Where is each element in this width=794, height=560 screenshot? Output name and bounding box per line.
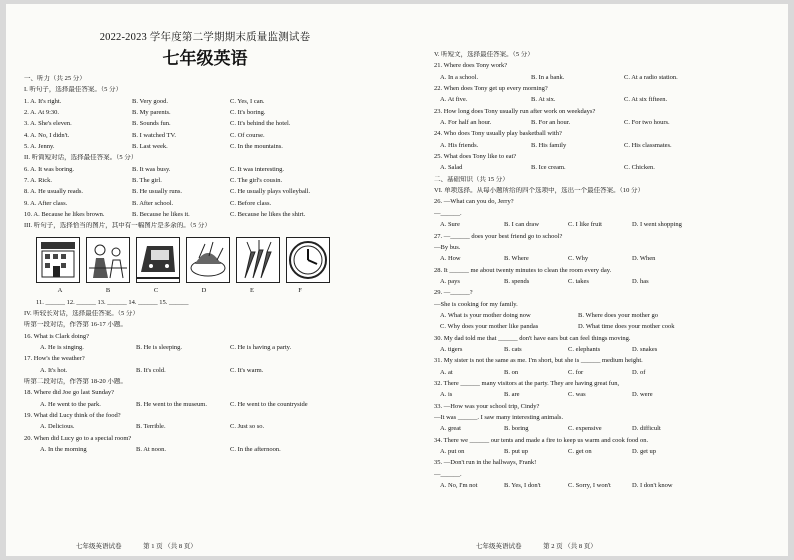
question-line: 27. —______ does your best friend go to school?	[434, 232, 563, 240]
answer-options	[24, 98, 386, 109]
answer-option[interactable]: A. In the morning	[40, 446, 87, 454]
answer-option[interactable]: D. When	[632, 255, 656, 263]
answer-options	[434, 346, 770, 357]
answer-options	[434, 96, 770, 107]
answer-option[interactable]: C. takes	[568, 277, 589, 285]
picture-b-people-icon	[86, 237, 130, 283]
question-line: —______.	[434, 470, 462, 478]
answer-options	[434, 391, 770, 402]
answer-option[interactable]: 6. A. It was boring.	[24, 165, 75, 173]
answer-option[interactable]: A. tigers	[440, 345, 463, 353]
answer-option[interactable]: C. Chicken.	[624, 164, 655, 172]
answer-option[interactable]: A. For half an hour.	[440, 119, 492, 127]
answer-option[interactable]: B. It was busy.	[132, 165, 171, 173]
answer-option[interactable]: C. In the afternoon.	[230, 446, 281, 454]
answer-option[interactable]: A. great	[440, 425, 461, 433]
picture-letter: C	[153, 286, 159, 294]
answer-option[interactable]: B. on	[504, 368, 519, 376]
answer-option[interactable]: 8. A. He usually reads.	[24, 188, 84, 196]
question-line: 25. What does Tony like to eat?	[434, 153, 517, 161]
question-line: 22. When does Tony get up every morning?	[434, 85, 548, 93]
right-sections	[434, 51, 770, 493]
listening-section	[24, 75, 386, 234]
answer-option[interactable]: B. Where	[504, 255, 529, 263]
answer-options	[434, 312, 770, 323]
answer-options	[434, 369, 770, 380]
question-line: V. 听短文，选择最佳答案。（5 分）	[434, 51, 534, 58]
picture-c-train-icon	[136, 237, 180, 283]
answer-option[interactable]: C. Yes, I can.	[230, 97, 265, 105]
answer-options	[24, 188, 386, 199]
answer-options	[24, 120, 386, 131]
footer-page-1	[76, 541, 217, 550]
answer-option[interactable]: B. boring	[504, 425, 529, 433]
question-line: 26. —What can you do, Jerry?	[434, 198, 514, 206]
answer-options	[434, 482, 770, 493]
answer-option[interactable]: B. My parents.	[132, 109, 171, 117]
answer-option[interactable]: A. He went to the park.	[40, 400, 101, 408]
question-line: —It was ______. I saw many interesting animals.	[434, 414, 564, 421]
picture-letter: B	[105, 286, 111, 294]
answer-option[interactable]: C. In the mountains.	[230, 143, 283, 151]
page-1	[24, 4, 386, 457]
question-line: 35. —Don't run in the hallways, Frank!	[434, 459, 537, 467]
answer-option[interactable]: C. expensive	[568, 425, 602, 433]
answer-option[interactable]: B. Last week.	[132, 143, 168, 151]
answer-options	[434, 119, 770, 130]
question-line: 20. When did Lucy go to a special room?	[24, 434, 132, 442]
answer-options	[24, 367, 386, 378]
answer-options	[24, 401, 386, 412]
picture-letter: A	[57, 286, 63, 294]
subject-title: 七年级英语	[162, 48, 248, 68]
answer-options	[24, 211, 386, 222]
answer-options	[24, 132, 386, 143]
question-line: —By bus.	[434, 243, 461, 251]
answer-option[interactable]: C. At six fifteen.	[624, 96, 668, 104]
answer-option[interactable]: B. Because he likes it.	[132, 211, 190, 219]
answer-option[interactable]: C. get on	[568, 448, 592, 456]
answer-option[interactable]: A. How	[440, 255, 461, 263]
answer-option[interactable]: D. of	[632, 368, 646, 376]
answer-option[interactable]: D. What time does your mother cook	[578, 323, 675, 331]
picture-d-food-icon	[186, 237, 230, 283]
answer-option[interactable]: B. are	[504, 391, 520, 399]
answer-options	[24, 344, 386, 355]
answer-options	[434, 142, 770, 153]
answer-option[interactable]: B. It's cold.	[136, 366, 166, 374]
answer-options	[24, 423, 386, 434]
answer-options	[24, 446, 386, 457]
exam-sheet	[6, 4, 788, 556]
answer-option[interactable]: B. Sounds fun.	[132, 120, 171, 128]
question-line: 33. —How was your school trip, Cindy?	[434, 402, 540, 410]
answer-option[interactable]: C. elephants	[568, 345, 601, 353]
answer-option[interactable]: B. At six.	[531, 96, 556, 104]
answer-options	[24, 200, 386, 211]
answer-option[interactable]: B. spends	[504, 277, 530, 285]
answer-option[interactable]: 9. A. After class.	[24, 199, 68, 207]
question-line: 32. There ______ many visitors at the party. They are having great fun,	[434, 379, 620, 387]
answer-option[interactable]: C. for	[568, 368, 584, 376]
answer-option[interactable]: C. He usually plays volleyball.	[230, 188, 311, 196]
question-line: VI. 单项选择。从每小题所给的四个选项中，选出一个最佳答案。（10 分）	[434, 187, 644, 195]
question-line: 21. Where does Tony work?	[434, 62, 508, 70]
picture-e-carrots-icon	[236, 237, 280, 283]
answer-option[interactable]: B. He is sleeping.	[136, 343, 183, 351]
answer-option[interactable]: A. What is your mother doing now	[440, 311, 531, 319]
answer-option[interactable]: D. has	[632, 277, 649, 285]
answer-option[interactable]: C. was	[568, 391, 586, 399]
question-line: —She is cooking for my family.	[434, 300, 518, 308]
answer-option[interactable]: A. is	[440, 391, 453, 399]
picture-f-clock-icon	[286, 237, 330, 283]
answer-options	[24, 143, 386, 154]
answer-option[interactable]: A. put on	[440, 448, 465, 456]
footer-subject: 七年级英语试卷	[476, 543, 522, 550]
answer-option[interactable]: C. It's boring.	[230, 109, 266, 117]
answer-option[interactable]: C. Why	[568, 255, 589, 263]
question-line: 34. There we ______ our tents and made a fire to keep us warm and cook food on.	[434, 436, 649, 444]
question-line: 一、听力（共 25 分）	[24, 74, 86, 82]
answer-options	[434, 278, 770, 289]
answer-option[interactable]: C. His classmates.	[624, 141, 672, 149]
picture-letter: D	[201, 286, 207, 294]
question-line: 18. Where did Joe go last Sunday?	[24, 389, 114, 397]
answer-option[interactable]: B. Where does your mother go	[578, 311, 659, 319]
answer-option[interactable]: C. He went to the countryside	[230, 400, 308, 408]
answer-option[interactable]: C. Because he likes the shirt.	[230, 211, 306, 219]
answer-options	[24, 166, 386, 177]
picture-letters	[36, 287, 386, 295]
answer-option[interactable]: C. He is having a party.	[230, 343, 292, 351]
question-line: 17. How's the weather?	[24, 355, 85, 363]
answer-option[interactable]: 4. A. No, I didn't.	[24, 131, 70, 139]
exam-title: 2022-2023 学年度第二学期期末质量监测试卷	[99, 32, 311, 43]
answer-option[interactable]: B. Very good.	[132, 97, 168, 105]
answer-option[interactable]: C. Before class.	[230, 199, 272, 207]
question-line: 28. It ______ me about twenty minutes to clean the room every day.	[434, 266, 612, 274]
answer-option[interactable]: B. cats	[504, 345, 522, 353]
footer-page-number: 第 1 页 （共 8 页）	[143, 543, 197, 550]
picture-letter: F	[298, 286, 302, 294]
answer-option[interactable]: A. It's hot.	[40, 366, 68, 374]
answer-option[interactable]: B. At noon.	[136, 446, 166, 454]
answer-option[interactable]: A. pays	[440, 277, 460, 285]
answer-option[interactable]: B. The girl.	[132, 177, 162, 185]
answer-option[interactable]: C. It's behind the hotel.	[230, 120, 291, 128]
answer-option[interactable]: C. Of course.	[230, 131, 265, 139]
answer-option[interactable]: D. difficult	[632, 425, 661, 433]
question-line: 31. My sister is not the same as me. I'm short, but she is ______ medium height.	[434, 357, 643, 365]
answer-option[interactable]: A. Salad	[440, 164, 463, 172]
question-line: 19. What did Lucy think of the food?	[24, 412, 121, 420]
answer-option[interactable]: B. His family	[531, 141, 567, 149]
answer-options	[434, 448, 770, 459]
answer-option[interactable]: A. At five.	[440, 96, 468, 104]
answer-option[interactable]: B. put up	[504, 448, 529, 456]
answer-option[interactable]: C. It's warm.	[230, 366, 264, 374]
question-line: I. 听句子，选择最佳答案。（5 分）	[24, 86, 123, 94]
answer-option[interactable]: D. snakes	[632, 345, 658, 353]
question-line: 二、基础知识（共 15 分）	[434, 175, 509, 183]
question-line: 听第二段对话，作答第 18-20 小题。	[24, 378, 127, 385]
page-2	[434, 4, 770, 493]
answer-option[interactable]: D. I went shopping	[632, 221, 682, 229]
question-line: 24. Who does Tony usually play basketball with?	[434, 130, 562, 138]
picture-a-building-icon	[36, 237, 80, 283]
answer-option[interactable]: B. I can draw	[504, 221, 540, 229]
answer-blanks[interactable]: 11. ______ 12. ______ 13. ______ 14. ______ 15. ______	[36, 298, 189, 306]
answer-option[interactable]: C. Just so so.	[230, 423, 265, 431]
answer-option[interactable]: B. Terrible.	[136, 423, 166, 431]
picture-letter: E	[250, 286, 254, 294]
question-line: 23. How long does Tony usually run after work on weekdays?	[434, 107, 596, 115]
answer-options	[434, 164, 770, 175]
footer-subject: 七年级英语试卷	[76, 543, 122, 550]
answer-option[interactable]: 7. A. Rick.	[24, 177, 52, 185]
picture-row	[36, 237, 386, 283]
answer-option[interactable]: 10. A. Because he likes brown.	[24, 211, 105, 219]
question-line: —______.	[434, 209, 462, 217]
footer-page-number: 第 2 页 （共 8 页）	[543, 543, 597, 550]
question-line: 30. My dad told me that ______ don't have ears but can feel things moving.	[434, 334, 631, 342]
answer-option[interactable]: B. For an hour.	[531, 119, 571, 127]
answer-option[interactable]: C. Why does your mother like pandas	[440, 323, 539, 331]
question-line: IV. 听较长对话，选择最佳答案。（5 分）	[24, 309, 139, 317]
answer-options	[434, 74, 770, 85]
answer-option[interactable]: 1. A. It's right.	[24, 97, 62, 105]
answer-options	[434, 425, 770, 436]
answer-options	[24, 177, 386, 188]
answer-option[interactable]: B. He usually runs.	[132, 188, 183, 196]
answer-option[interactable]: D. get up	[632, 448, 657, 456]
answer-option[interactable]: C. At a radio station.	[624, 73, 678, 81]
answer-options	[434, 255, 770, 266]
answer-option[interactable]: C. It was interesting.	[230, 165, 284, 173]
answer-option[interactable]: A. No, I'm not	[440, 482, 478, 490]
question-line: 听第一段对话，作答第 16-17 小题。	[24, 321, 127, 329]
answer-option[interactable]: B. Ice cream.	[531, 164, 566, 172]
answer-option[interactable]: D. I don't know	[632, 482, 673, 490]
answer-option[interactable]: A. His friends.	[440, 141, 479, 149]
footer-page-2	[476, 541, 617, 550]
answer-option[interactable]: A. Delicious.	[40, 423, 75, 431]
answer-option[interactable]: 2. A. At 9:30.	[24, 109, 60, 117]
answer-option[interactable]: 5. A. Jenny.	[24, 143, 55, 151]
answer-options	[434, 221, 770, 232]
answer-option[interactable]: B. I watched TV.	[132, 131, 176, 139]
answer-option[interactable]: 3. A. She's eleven.	[24, 120, 72, 128]
answer-option[interactable]: C. Sorry, I won't	[568, 482, 611, 490]
answer-option[interactable]: C. The girl's cousin.	[230, 177, 283, 185]
answer-option[interactable]: D. were	[632, 391, 653, 399]
answer-option[interactable]: B. After school.	[132, 199, 174, 207]
question-line: 29. —______?	[434, 289, 473, 297]
question-line: II. 听简短对话，选择最佳答案。（5 分）	[24, 154, 138, 162]
listening-section-2	[24, 310, 386, 457]
answer-option[interactable]: B. In a bank.	[531, 73, 565, 81]
answer-option[interactable]: B. He went to the museum.	[136, 400, 207, 408]
answer-option[interactable]: C. For two hours.	[624, 119, 670, 127]
answer-option[interactable]: A. at	[440, 368, 453, 376]
answer-option[interactable]: B. Yes, I don't	[504, 482, 541, 490]
question-line: 16. What is Clark doing?	[24, 332, 90, 340]
answer-option[interactable]: A. He is singing.	[40, 343, 84, 351]
answer-option[interactable]: A. In a school.	[440, 73, 479, 81]
answer-options	[434, 323, 770, 334]
answer-options	[24, 109, 386, 120]
question-line: III. 听句子，选择恰当的图片，其中有一幅图片是多余的。（5 分）	[24, 222, 211, 230]
answer-option[interactable]: A. Sure	[440, 221, 460, 229]
answer-option[interactable]: C. I like fruit	[568, 221, 602, 229]
